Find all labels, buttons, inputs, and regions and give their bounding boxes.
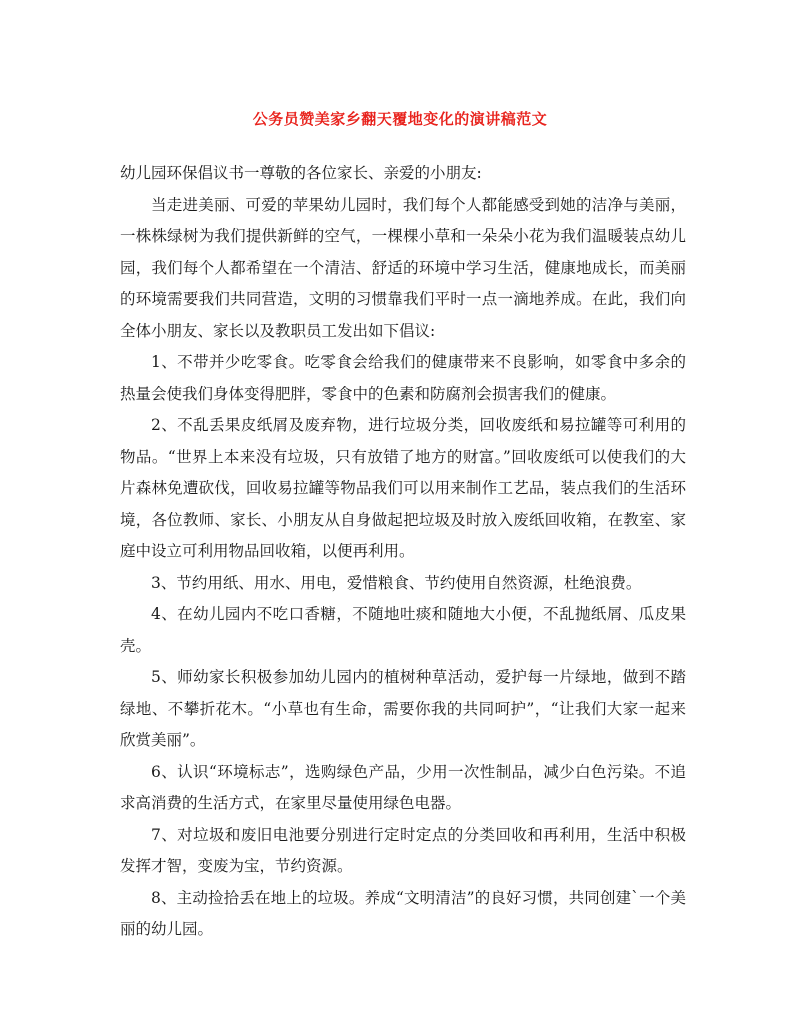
document-title: 公务员赞美家乡翻天覆地变化的演讲稿范文 (252, 110, 548, 128)
document-body (120, 158, 686, 946)
paragraph-item-7: 7、对垃圾和废旧电池要分别进行定时定点的分类回收和再利用，生活中积极发挥才智，变废为宝，节约资源。 (120, 825, 686, 875)
paragraph-item-6: 6、认识“环境标志”，选购绿色产品，少用一次性制品，减少白色污染。不追求高消费的生活方式，在家里尽量使用绿色电器。 (120, 762, 686, 812)
paragraph-item-1: 1、不带并少吃零食。吃零食会给我们的健康带来不良影响，如零食中多余的热量会使我们身体变得肥胖，零食中的色素和防腐剂会损害我们的健康。 (120, 353, 686, 403)
paragraph-item-4: 4、在幼儿园内不吃口香糖，不随地吐痰和随地大小便，不乱抛纸屑、瓜皮果壳。 (120, 605, 686, 655)
paragraph-intro: 当走进美丽、可爱的苹果幼儿园时，我们每个人都能感受到她的洁净与美丽，一株株绿树为我们提供新鲜的空气，一棵棵小草和一朵朵小花为我们温暖装点幼儿园，我们每个人都希望在一个清洁、舒适的环境中学习生活，健康地成长，而美丽的环境需要我们共同营造，文明的习惯靠我们平时一点一滴地养成。在此，我们向全体小朋友、家长以及教职员工发出如下倡议: (120, 195, 686, 340)
paragraph-item-5: 5、师幼家长积极参加幼儿园内的植树种草活动，爱护每一片绿地，做到不踏绿地、不攀折花木。“小草也有生命，需要你我的共同呵护”，“让我们大家一起来欣赏美丽”。 (120, 668, 686, 749)
paragraph-item-8: 8、主动捡拾丢在地上的垃圾。养成“文明清洁”的良好习惯，共同创建`一个美丽的幼儿园。 (120, 888, 686, 938)
paragraph-item-2: 2、不乱丢果皮纸屑及废弃物，进行垃圾分类，回收废纸和易拉罐等可利用的物品。“世界上本来没有垃圾，只有放错了地方的财富。”回收废纸可以使我们的大片森林免遭砍伐，回收易拉罐等物品我们可以用来制作工艺品，装点我们的生活环境，各位教师、家长、小朋友从自身做起把垃圾及时放入废纸回收箱，在教室、家庭中设立可利用物品回收箱，以便再利用。 (120, 416, 686, 560)
paragraph-item-3: 3、节约用纸、用水、用电，爱惜粮食、节约使用自然资源，杜绝浪费。 (151, 573, 642, 592)
greeting-line: 幼儿园环保倡议书一尊敬的各位家长、亲爱的小朋友: (120, 164, 482, 182)
